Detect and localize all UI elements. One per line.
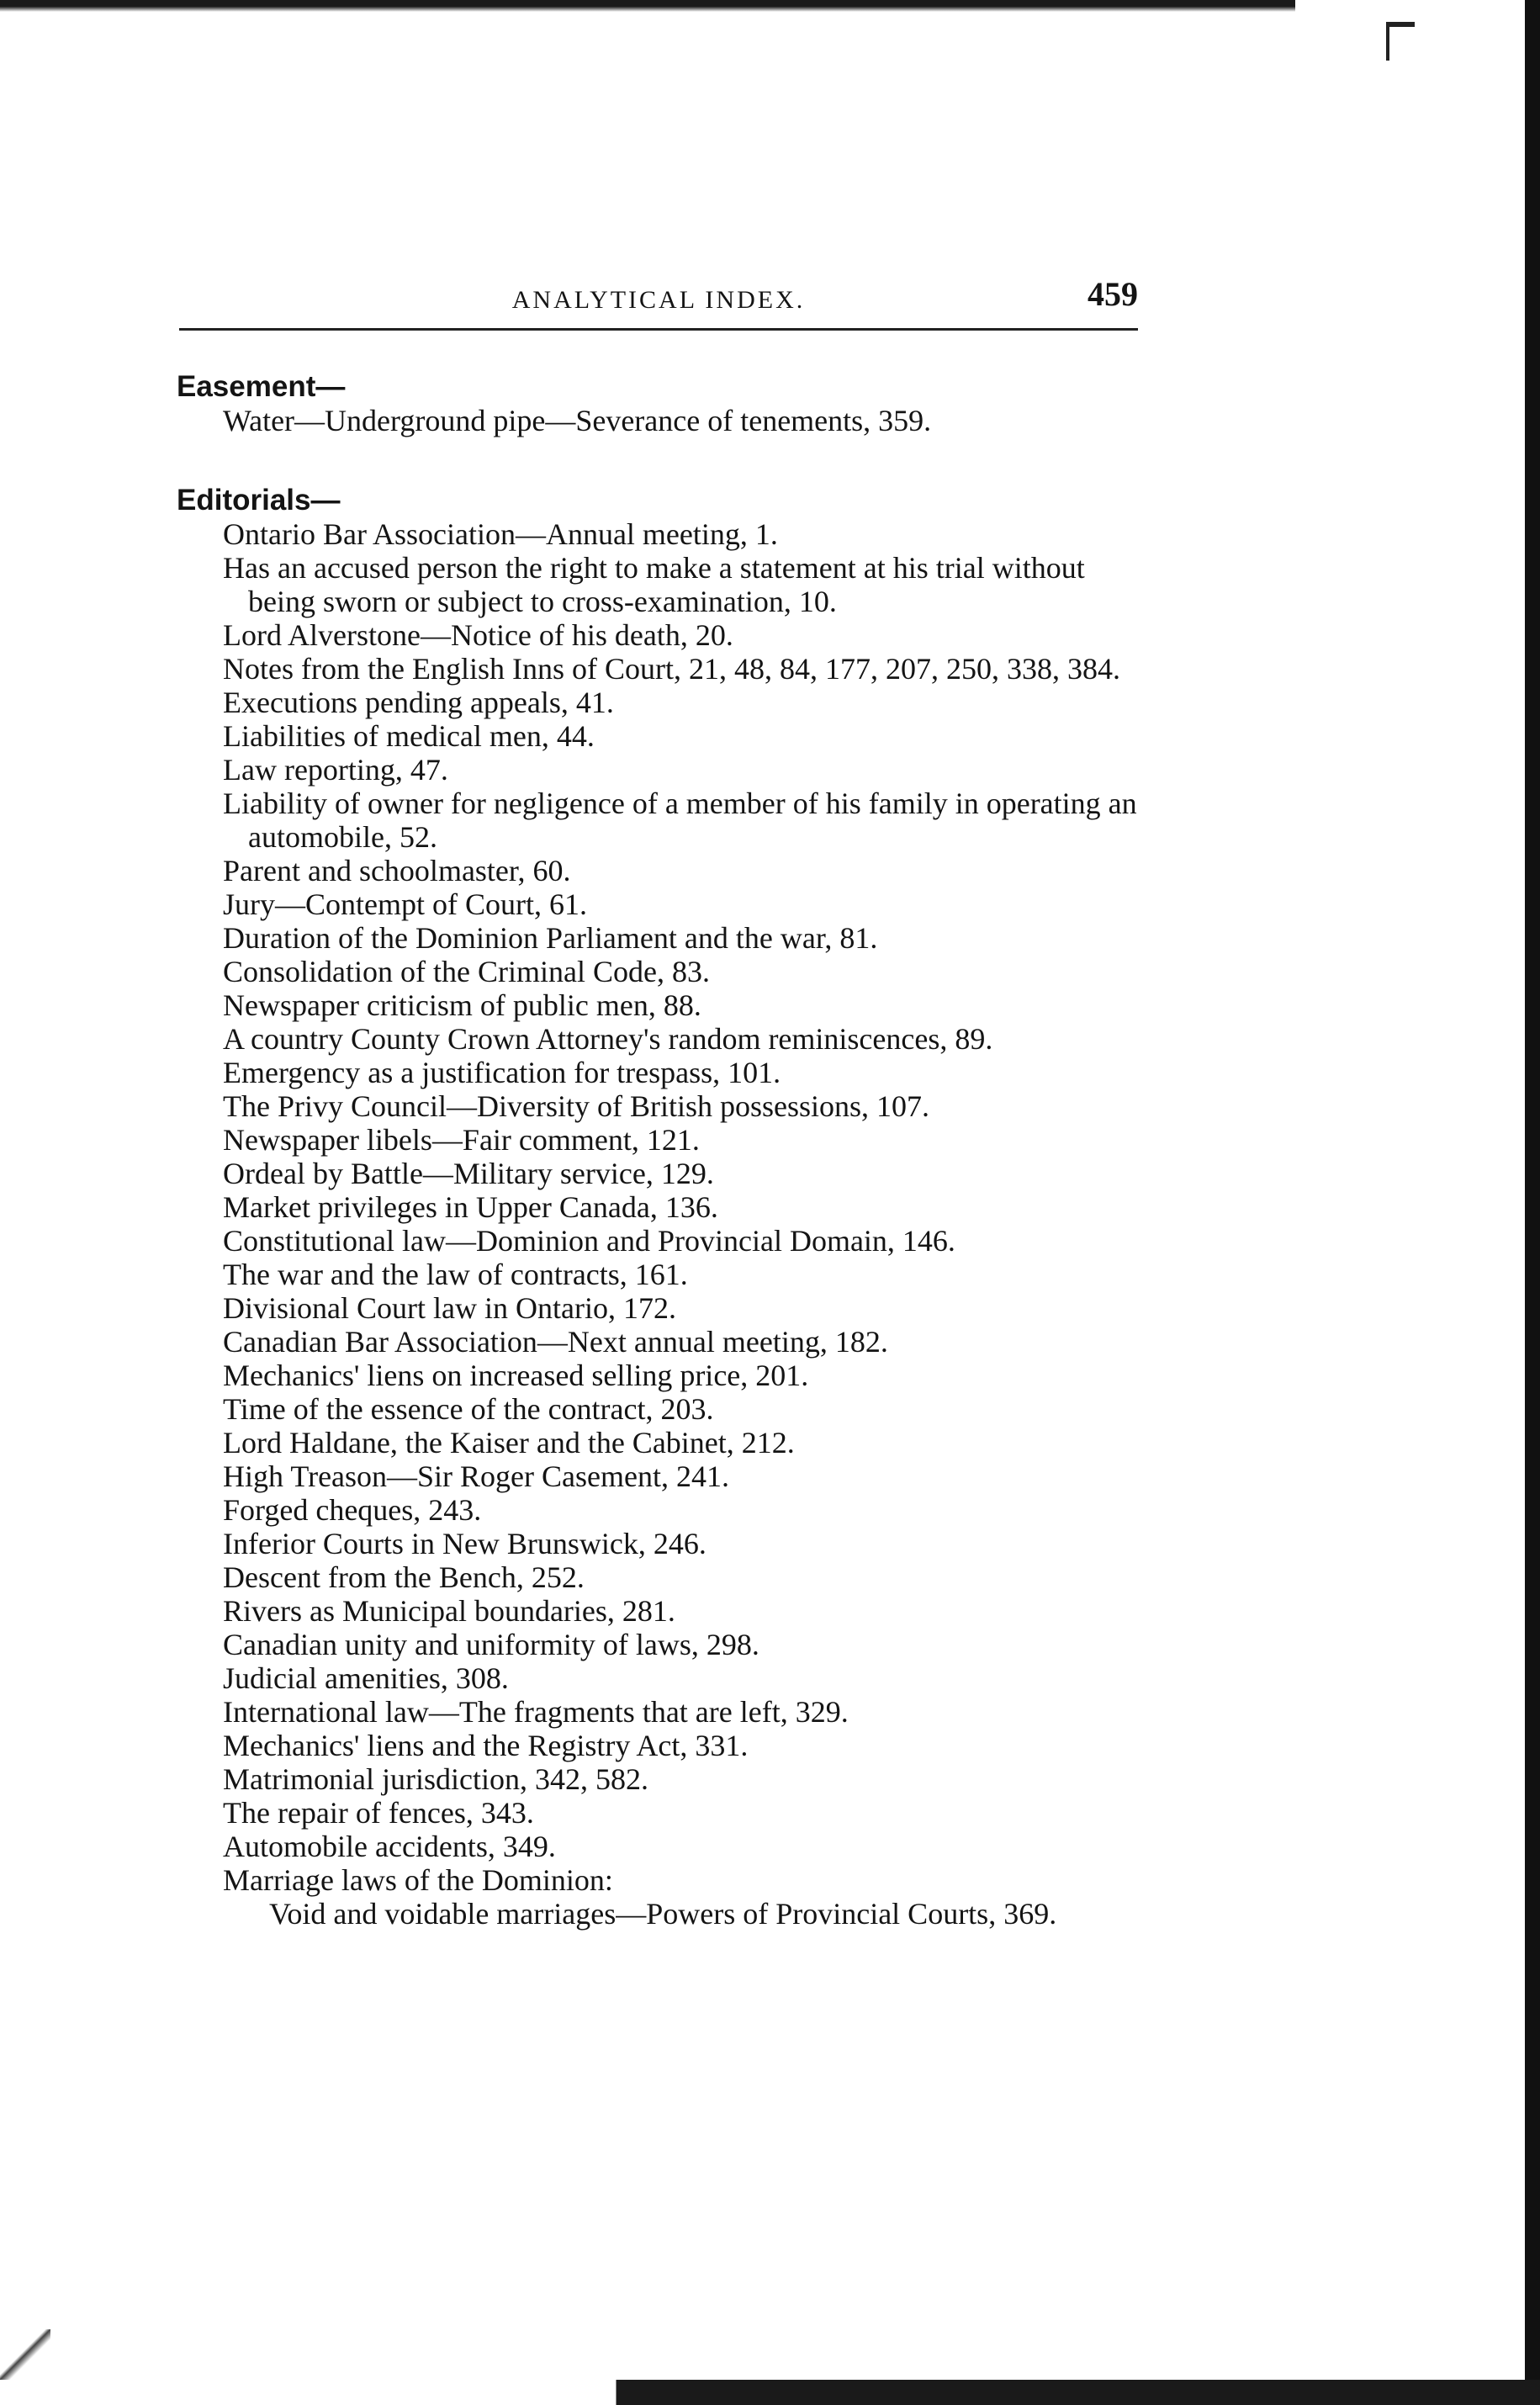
index-entry: Duration of the Dominion Parliament and the war, 81. [223, 921, 878, 955]
section-gap [177, 437, 1144, 484]
index-sub-entry: Void and voidable marriages—Powers of Provincial Courts, 369. [269, 1897, 1057, 1931]
entry-list [177, 517, 1144, 1931]
index-entry: Executions pending appeals, 41. [223, 686, 614, 719]
page-header [179, 268, 1138, 326]
index-entry: Marriage laws of the Dominion: [223, 1863, 613, 1897]
index-entry: Constitutional law—Dominion and Provincial Domain, 146. [223, 1224, 955, 1258]
index-entry: Lord Haldane, the Kaiser and the Cabinet, 212. [223, 1426, 795, 1459]
section-easement [177, 370, 1144, 437]
index-entry: Market privileges in Upper Canada, 136. [223, 1190, 718, 1224]
scan-edge-right [1525, 0, 1540, 2405]
index-entry: Liability of owner for negligence of a member of his family in operating an automobile, 52. [223, 787, 1137, 854]
index-entry: Time of the essence of the contract, 203. [223, 1392, 714, 1426]
section-heading: Easement— [177, 370, 346, 403]
index-entry: Newspaper libels—Fair comment, 121. [223, 1123, 700, 1157]
index-entry: Forged cheques, 243. [223, 1493, 482, 1527]
index-entry: Emergency as a justification for trespass, 101. [223, 1056, 781, 1089]
index-entry: Notes from the English Inns of Court, 21, 48, 84, 177, 207, 250, 338, 384. [223, 652, 1120, 686]
index-entry: Mechanics' liens on increased selling price, 201. [223, 1359, 809, 1392]
page-number: 459 [1088, 275, 1138, 313]
index-entry: The repair of fences, 343. [223, 1796, 534, 1830]
index-entry: Mechanics' liens and the Registry Act, 331. [223, 1729, 749, 1762]
index-entry: High Treason—Sir Roger Casement, 241. [223, 1459, 729, 1493]
index-entry: Liabilities of medical men, 44. [223, 719, 595, 753]
index-entry: Rivers as Municipal boundaries, 281. [223, 1594, 675, 1628]
index-entry: Canadian unity and uniformity of laws, 298. [223, 1628, 759, 1661]
section-heading: Editorials— [177, 484, 341, 516]
index-entry: Has an accused person the right to make a statement at his trial without being sworn or subject to cross-examination, 10. [223, 551, 1085, 618]
index-entry: Divisional Court law in Ontario, 172. [223, 1291, 676, 1325]
index-entry: A country County Crown Attorney's random reminiscences, 89. [223, 1022, 993, 1056]
index-entry: Automobile accidents, 349. [223, 1830, 556, 1863]
scan-streak-left [0, 2329, 50, 2380]
section-editorials [177, 484, 1144, 1931]
scan-mark-corner [1386, 22, 1415, 61]
index-entry: Canadian Bar Association—Next annual meeting, 182. [223, 1325, 888, 1359]
index-entry: Jury—Contempt of Court, 61. [223, 887, 587, 921]
index-entry: The war and the law of contracts, 161. [223, 1258, 688, 1291]
index-entry: Descent from the Bench, 252. [223, 1560, 585, 1594]
index-entry: Water—Underground pipe—Severance of tenements, 359. [223, 404, 932, 437]
index-entry: The Privy Council—Diversity of British possessions, 107. [223, 1089, 929, 1123]
index-entry: International law—The fragments that are left, 329. [223, 1695, 849, 1729]
running-head: ANALYTICAL INDEX. [511, 286, 806, 314]
index-entry: Ontario Bar Association—Annual meeting, 1. [223, 517, 778, 551]
index-entry: Inferior Courts in New Brunswick, 246. [223, 1527, 706, 1560]
index-entry: Law reporting, 47. [223, 753, 448, 787]
index-entry: Parent and schoolmaster, 60. [223, 854, 571, 887]
index-entry: Matrimonial jurisdiction, 342, 582. [223, 1762, 648, 1796]
index-entry: Judicial amenities, 308. [223, 1661, 509, 1695]
header-rule [179, 328, 1138, 331]
entry-list [177, 404, 1144, 437]
scan-edge-top [0, 0, 1295, 12]
scan-edge-bottom [0, 2380, 1540, 2405]
index-entry: Lord Alverstone—Notice of his death, 20. [223, 618, 733, 652]
index-entry: Consolidation of the Criminal Code, 83. [223, 955, 710, 988]
index-body [177, 370, 1144, 1931]
index-entry: Newspaper criticism of public men, 88. [223, 988, 701, 1022]
index-entry: Ordeal by Battle—Military service, 129. [223, 1157, 714, 1190]
